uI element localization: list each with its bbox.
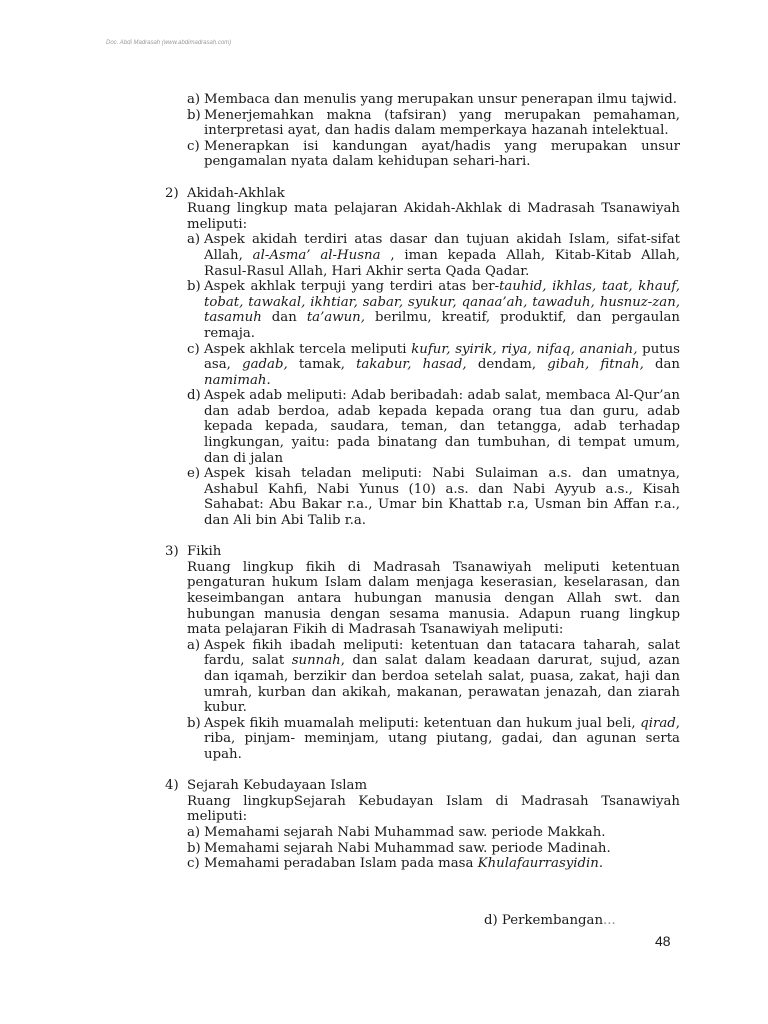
list-item xyxy=(165,638,680,716)
list-item-label: c) xyxy=(187,856,200,872)
italic-term: ta’awun, xyxy=(306,310,365,326)
text-run: Aspek kisah teladan meliputi: Nabi Sulaiman a.s. dan umatnya, Ashabul Kahfi, Nabi Yunus (10) a.s. dan Nabi Ayyub a.s., Kisah Sahabat: Abu Bakar r.a., Umar bin Khattab r.a, Usman bin Affan r.a., dan Ali bin Abi Talib r.a. xyxy=(204,466,680,529)
italic-term: qirad xyxy=(640,715,676,731)
section-number: 2) xyxy=(165,185,179,201)
section-sejarah-kebudayaan-islam xyxy=(165,778,680,872)
list-item-label: d) xyxy=(187,388,201,404)
section-quran-hadis-list xyxy=(165,92,680,170)
text-run: Aspek akhlak tercela meliputi xyxy=(204,341,412,357)
text-run: tamak, xyxy=(287,357,357,373)
list-item xyxy=(165,232,680,279)
list-item-text xyxy=(204,716,680,763)
list-item-text xyxy=(204,388,680,466)
italic-term: gibah, fitnah, xyxy=(547,357,644,373)
text-run: , dan salat dalam keadaan darurat, sujud, azan dan iqamah, berzikir dan berdoa setelah salat, puasa, zakat, haji dan umrah, kurban dan akikah, makanan, perawatan jenazah, dan ziarah kubur. xyxy=(204,653,680,716)
section-number: 3) xyxy=(165,544,179,560)
text-run: dendam, xyxy=(466,357,548,373)
continuation-ellipsis: ... xyxy=(603,913,616,928)
list-item xyxy=(165,388,680,466)
text-run: Aspek adab meliputi: Adab beribadah: adab salat, membaca Al-Qur’an dan adab berdoa, adab kepada kepada orang tua dan guru, adab kepada kepada, saudara, teman, dan tetangga, adab terhadap lingkungan, yaitu: pada binatang dan tumbuhan, di tempat umum, dan di jalan xyxy=(204,388,680,466)
section-fikih xyxy=(165,544,680,762)
list-item-text xyxy=(204,342,680,389)
italic-term: tauhid, ikhlas, taat, khauf, tobat, tawakal, ikhtiar, sabar, syukur, qanaa’ah, tawaduh, husnuz-zan, tasamuh xyxy=(204,279,680,326)
section-title: Sejarah Kebudayaan Islam xyxy=(187,778,368,794)
italic-term: sunnah xyxy=(291,653,341,669)
text-run: dan xyxy=(643,357,680,373)
list-item-label: a) xyxy=(187,637,201,653)
italic-term: gadab, xyxy=(242,357,288,373)
text-run: Memahami peradaban Islam pada masa xyxy=(204,856,478,872)
section-akidah-akhlak xyxy=(165,186,680,529)
list-item xyxy=(165,466,680,528)
page-continuation-text xyxy=(484,913,616,928)
list-item-text xyxy=(204,638,680,716)
list-item-text: Menerapkan isi kandungan ayat/hadis yang merupakan unsur pengamalan nyata dalam kehidupan sehari-hari. xyxy=(204,138,680,170)
list-item-label: b) xyxy=(187,840,201,856)
list-item xyxy=(165,108,680,139)
text-run: Aspek fikih muamalah meliputi: ketentuan dan hukum jual beli, xyxy=(204,715,641,731)
continuation-label: d) Perkembangan xyxy=(484,913,604,928)
list-item xyxy=(165,825,680,841)
list-item-label: c) xyxy=(187,138,200,154)
list-item-text: Membaca dan menulis yang merupakan unsur penerapan ilmu tajwid. xyxy=(204,92,677,107)
section-item-list xyxy=(165,638,680,763)
text-run: Memahami sejarah Nabi Muhammad saw. periode Makkah. xyxy=(204,824,606,840)
italic-term: Khulafaurrasyidin. xyxy=(477,856,604,872)
list-item-text: Menerjemahkan makna (tafsiran) yang merupakan pemahaman, interpretasi ayat, dan hadis dalam memperkaya hazanah intelektual. xyxy=(204,107,680,139)
section-intro: Ruang lingkup fikih di Madrasah Tsanawiyah meliputi ketentuan pengaturan hukum Islam dalam menjaga keserasian, keselarasan, dan keseimbangan antara hubungan manusia dengan Allah swt. dan hubungan manusia dengan sesama manusia. Adapun ruang lingkup mata pelajaran Fikih di Madrasah Tsanawiyah meliputi: xyxy=(187,559,680,638)
section-title: Fikih xyxy=(187,544,222,560)
text-run: Memahami sejarah Nabi Muhammad saw. periode Madinah. xyxy=(204,840,611,856)
list-item-text xyxy=(204,856,680,872)
section-number: 4) xyxy=(165,778,179,794)
italic-term: kufur, syirik, riya, nifaq, ananiah, xyxy=(411,341,638,357)
list-item xyxy=(165,139,680,170)
list-item xyxy=(165,92,680,108)
list-item-label: b) xyxy=(187,107,201,123)
text-run: berilmu, kreatif, produktif, dan pergaulan remaja. xyxy=(204,310,680,341)
section-heading xyxy=(165,186,680,202)
list-item-label: b) xyxy=(187,279,201,295)
list-item-text xyxy=(204,279,680,341)
italic-term: namimah. xyxy=(204,372,271,388)
page-number: 48 xyxy=(655,933,671,949)
list-item xyxy=(165,342,680,389)
section-heading xyxy=(165,778,680,794)
list-item-label: b) xyxy=(187,715,201,731)
text-run: dan xyxy=(261,310,307,326)
section-item-list xyxy=(165,232,680,528)
list-item-label: a) xyxy=(187,824,201,840)
list-item-label: a) xyxy=(187,92,201,107)
text-run: Aspek akidah terdiri atas dasar dan tujuan akidah Islam, sifat-sifat Allah, xyxy=(204,232,680,263)
list-item-text xyxy=(204,841,680,857)
italic-term: takabur, hasad, xyxy=(356,357,467,373)
italic-term: al-Asma’ al-Husna xyxy=(252,247,381,263)
document-source-watermark: Doc. Abdi Madrasah (www.abdimadrasah.com) xyxy=(106,40,232,46)
list-item-label: e) xyxy=(187,466,201,482)
list-item xyxy=(165,841,680,857)
list-item xyxy=(165,856,680,872)
text-run: Aspek fikih ibadah meliputi: ketentuan dan tatacara taharah, salat fardu, salat xyxy=(204,637,680,669)
text-run: Aspek akhlak terpuji yang terdiri atas ber- xyxy=(204,279,500,295)
list-item-text xyxy=(204,466,680,528)
text-run: , riba, pinjam- meminjam, utang piutang, gadai, dan agunan serta upah. xyxy=(204,715,680,762)
section-heading xyxy=(165,544,680,560)
list-item-text xyxy=(204,825,680,841)
list-item xyxy=(165,279,680,341)
section-item-list xyxy=(165,825,680,872)
section-title: Akidah-Akhlak xyxy=(187,185,285,201)
text-run: , iman kepada Allah, Kitab-Kitab Allah, Rasul-Rasul Allah, Hari Akhir serta Qada Qadar. xyxy=(204,247,681,279)
section-intro: Ruang lingkup mata pelajaran Akidah-Akhlak di Madrasah Tsanawiyah meliputi: xyxy=(187,201,680,232)
list-item xyxy=(165,716,680,763)
document-body xyxy=(165,92,680,872)
list-item-label: c) xyxy=(187,341,200,357)
section-intro: Ruang lingkupSejarah Kebudayan Islam di Madrasah Tsanawiyah meliputi: xyxy=(187,793,680,825)
list-item-text xyxy=(204,232,680,279)
text-run: putus asa, xyxy=(204,341,680,373)
list-item-label: a) xyxy=(187,232,201,248)
